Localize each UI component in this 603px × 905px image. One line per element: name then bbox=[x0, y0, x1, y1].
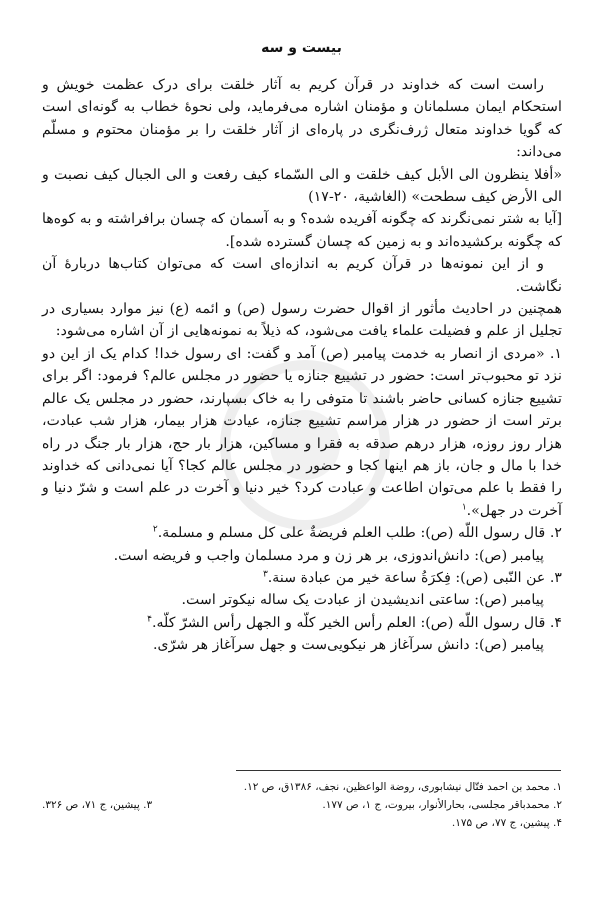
hadith-1-text: ۱. «مردی از انصار به خدمت پیامبر (ص) آمد و گفت: ای رسول خدا! کدام یک از این دو نزد تو محبوب‌تر است: حضور در تشییع جنازه یا حضور در مجلس عالم؟ فرمود: اگر برای تشییع جنازه کسانی حاضر باشند تا متوفی را به خاک بسپارند، حضور در مجلس یک عالم برتر است از حضور در هزار مراسم تشییع جنازه، عیادت هزار بیمار، هزار شب عبادت، هزار روز روزه، هزار درهم صدقه به فقرا و مساکین، هزار بار حج، هزار بار جنگ در راه خدا با مال و جان، باز هم اینها کجا و حضور در مجلس عالم کجا؟ آیا نمی‌دانی که خداوند را فقط با علم می‌توان اطاعت و عبادت کرد؟ خیر دنیا و آخرت در علم است و شرّ دنیا و آخرت در جهل». bbox=[42, 345, 562, 519]
footnote-divider bbox=[236, 770, 561, 771]
footnote-row-2-3 bbox=[42, 796, 562, 814]
paragraph-hadith-intro: همچنین در احادیث مأثور از اقوال حضرت رسول (ص) و ائمه (ع) نیز موارد بسیاری در تجلیل از علم و فضیلت علماء یافت می‌شود، که ذیلاً به نمونه‌هایی از آن اشاره می‌شود: bbox=[42, 301, 562, 340]
footnote-ref-2: ۲ bbox=[152, 524, 158, 535]
verse-translation: [آیا به شتر نمی‌نگرند که چگونه آفریده شده؟ و به آسمان که چسان برافراشته و به کوه‌ها که چگونه برکشیده‌اند و به زمین که چسان گسترده شده]. bbox=[42, 211, 562, 250]
hadith-2-translation: پیامبر (ص): دانش‌اندوزی، بر هر زن و مرد مسلمان واجب و فریضه است. bbox=[113, 547, 544, 564]
hadith-4-translation: پیامبر (ص): دانش سرآغاز هر نیکویی‌ست و جهل سرآغاز هر شرّی. bbox=[152, 637, 544, 654]
footnotes bbox=[42, 778, 562, 832]
footnote-ref-1: ۱ bbox=[461, 501, 467, 512]
hadith-2-text: ۲. قال رسول اللّه (ص): طلب العلم فریضةٌ علی کل مسلم و مسلمة. bbox=[157, 525, 562, 542]
hadith-2 bbox=[42, 522, 562, 544]
footnote-ref-3: ۳ bbox=[262, 569, 268, 580]
footnote-3: ۳. پیشین، ج ۷۱، ص ۳۲۶. bbox=[42, 799, 153, 811]
paragraph-examples: و از این نمونه‌ها در قرآن کریم به اندازه‌ای است که می‌توان کتاب‌ها دربارهٔ آن نگاشت. bbox=[42, 256, 562, 295]
hadith-4-text: ۴. قال رسول اللّه (ص): العلم رأس الخیر کلّه و الجهل رأس الشرّ کلّه. bbox=[151, 614, 562, 631]
hadith-1 bbox=[42, 343, 562, 522]
page-header-title: بیست و سه bbox=[261, 40, 342, 56]
footnote-4: ۴. پیشین، ج ۷۷، ص ۱۷۵. bbox=[451, 817, 562, 829]
footnote-2: ۲. محمدباقر مجلسی، بحارالأنوار، بیروت، ج ۱، ص ۱۷۷. bbox=[322, 799, 562, 811]
hadith-3 bbox=[42, 567, 562, 589]
hadith-3-text: ۳. عن النّبی (ص): فِکرَةُ ساعة خیر من عبادة سنة. bbox=[267, 569, 562, 586]
hadith-4 bbox=[42, 612, 562, 634]
footnote-ref-4: ۴ bbox=[147, 614, 152, 625]
quran-verse: «أفلا ینظرون الی الأبل کیف خلقت و الی السّماء کیف رفعت و الی الجبال کیف نصبت و الی الأرض کیف سطحت» (الغاشیة، ۲۰-۱۷) bbox=[42, 166, 562, 206]
footnote-1: ۱. محمد بن احمد فتّال نیشابوری، روضة الواعظین، نجف، ۱۳۸۶ق، ص ۱۲. bbox=[243, 781, 562, 793]
paragraph-intro: راست است که خداوند در قرآن کریم به آثار خلقت برای درک عظمت خویش و استحکام ایمان مسلمانان و مؤمنان اشاره می‌فرماید، ولی نحوهٔ خطاب به گونه‌ای است که گویا خداوند متعال ژرف‌نگری در پاره‌ای از آثار خلقت را بر مؤمنان محتوم و مسلّم می‌داند: bbox=[42, 77, 562, 161]
main-text bbox=[42, 74, 562, 657]
hadith-3-translation: پیامبر (ص): ساعتی اندیشیدن از عبادت یک ساله نیکوتر است. bbox=[181, 592, 544, 609]
